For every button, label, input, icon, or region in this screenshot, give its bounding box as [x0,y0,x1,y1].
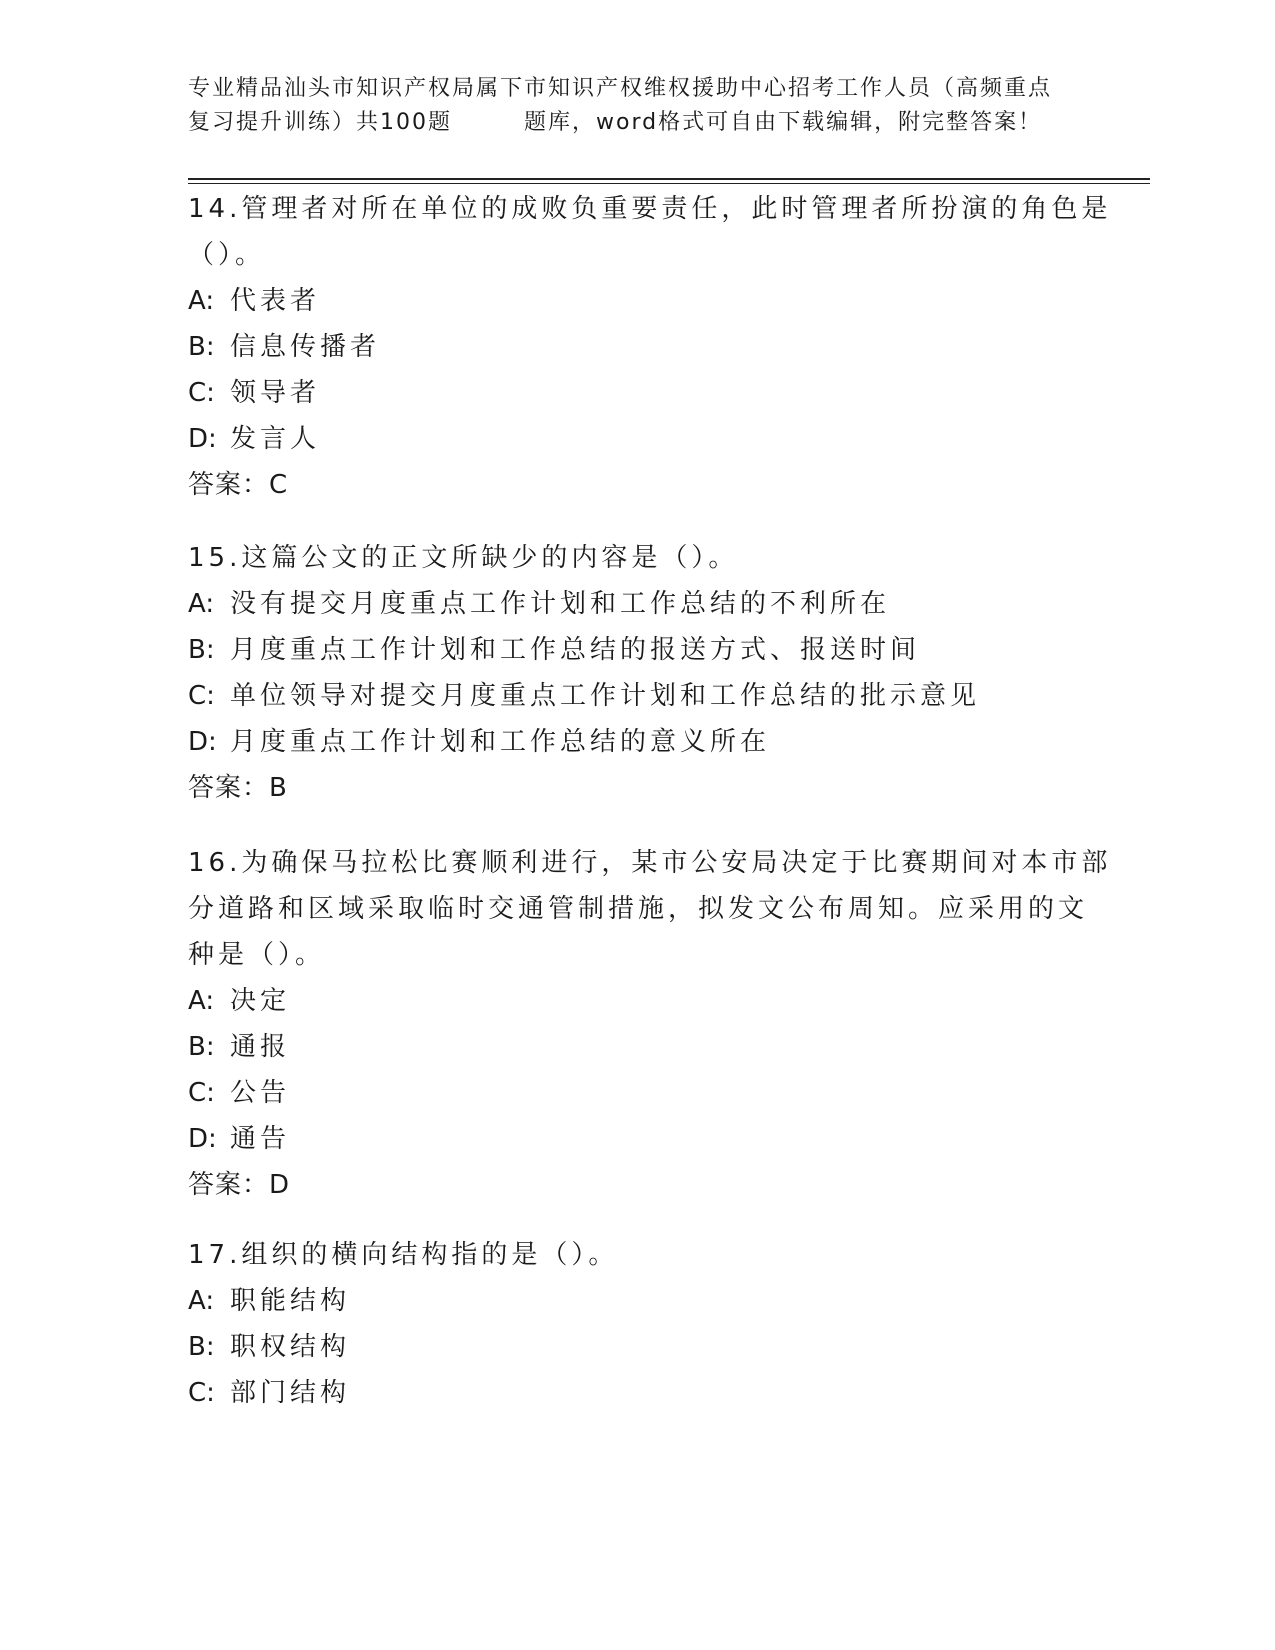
option-key: D: [188,1124,217,1154]
option-a [188,278,1088,324]
option-key: C: [188,378,215,408]
answer-line: 答案：C [188,470,289,500]
option-text: 发言人 [230,424,321,454]
option-d [188,719,1088,765]
option-text: 通报 [230,1032,291,1062]
option-key: C: [188,1378,215,1408]
header-line-1: 专业精品汕头市知识产权局属下市知识产权维权援助中心招考工作人员（高频重点 [188,76,1053,101]
option-a [188,978,1088,1024]
option-d [188,416,1088,462]
option-key: B: [188,332,215,362]
question-stem-line: 15.这篇公文的正文所缺少的内容是（）。 [188,543,739,573]
option-text: 月度重点工作计划和工作总结的意义所在 [230,727,771,757]
header-rule-thin [188,183,1150,184]
option-b [188,627,1088,673]
option-key: C: [188,1078,215,1108]
option-a [188,1278,1088,1324]
header-line-2a: 复习提升训练）共100题 [188,110,452,135]
option-text: 月度重点工作计划和工作总结的报送方式、报送时间 [230,635,921,665]
answer-line: 答案：B [188,773,288,803]
option-c [188,1370,1088,1416]
option-key: D: [188,727,217,757]
option-d [188,1116,1088,1162]
question-stem-line: （）。 [188,240,266,270]
option-c [188,673,1088,719]
option-key: A: [188,986,215,1016]
header-rule-thick [188,178,1150,180]
option-key: D: [188,424,217,454]
option-key: A: [188,286,215,316]
option-text: 部门结构 [230,1378,351,1408]
question-stem-line: 16.为确保马拉松比赛顺利进行，某市公安局决定于比赛期间对本市部 [188,848,1112,878]
header-line-2b: 题库，word格式可自由下载编辑，附完整答案！ [524,110,1043,135]
question-17 [188,1232,1088,1416]
question-15 [188,535,1088,811]
option-key: C: [188,681,215,711]
option-text: 信息传播者 [230,332,381,362]
option-key: B: [188,1332,215,1362]
option-text: 没有提交月度重点工作计划和工作总结的不利所在 [230,589,891,619]
option-text: 通告 [230,1124,291,1154]
question-stem-line: 14.管理者对所在单位的成败负重要责任，此时管理者所扮演的角色是 [188,194,1112,224]
option-key: B: [188,1032,215,1062]
option-text: 职能结构 [230,1286,351,1316]
question-stem-line: 17.组织的横向结构指的是（）。 [188,1240,619,1270]
option-b [188,1324,1088,1370]
question-16 [188,840,1112,1208]
option-c [188,370,1088,416]
option-key: A: [188,1286,215,1316]
option-text: 领导者 [230,378,321,408]
option-a [188,581,1088,627]
option-text: 代表者 [230,286,321,316]
header-line-2 [188,106,1088,140]
document-header [188,72,1088,140]
option-text: 决定 [230,986,291,1016]
question-stem-line: 种是（）。 [188,940,326,970]
answer-line: 答案：D [188,1170,291,1200]
option-c [188,1070,1088,1116]
option-key: B: [188,635,215,665]
option-b [188,1024,1088,1070]
option-text: 单位领导对提交月度重点工作计划和工作总结的批示意见 [230,681,981,711]
question-stem-line: 分道路和区域采取临时交通管制措施，拟发文公布周知。应采用的文 [188,894,1089,924]
option-b [188,324,1088,370]
question-14 [188,186,1112,508]
option-text: 公告 [230,1078,291,1108]
option-text: 职权结构 [230,1332,351,1362]
option-key: A: [188,589,215,619]
